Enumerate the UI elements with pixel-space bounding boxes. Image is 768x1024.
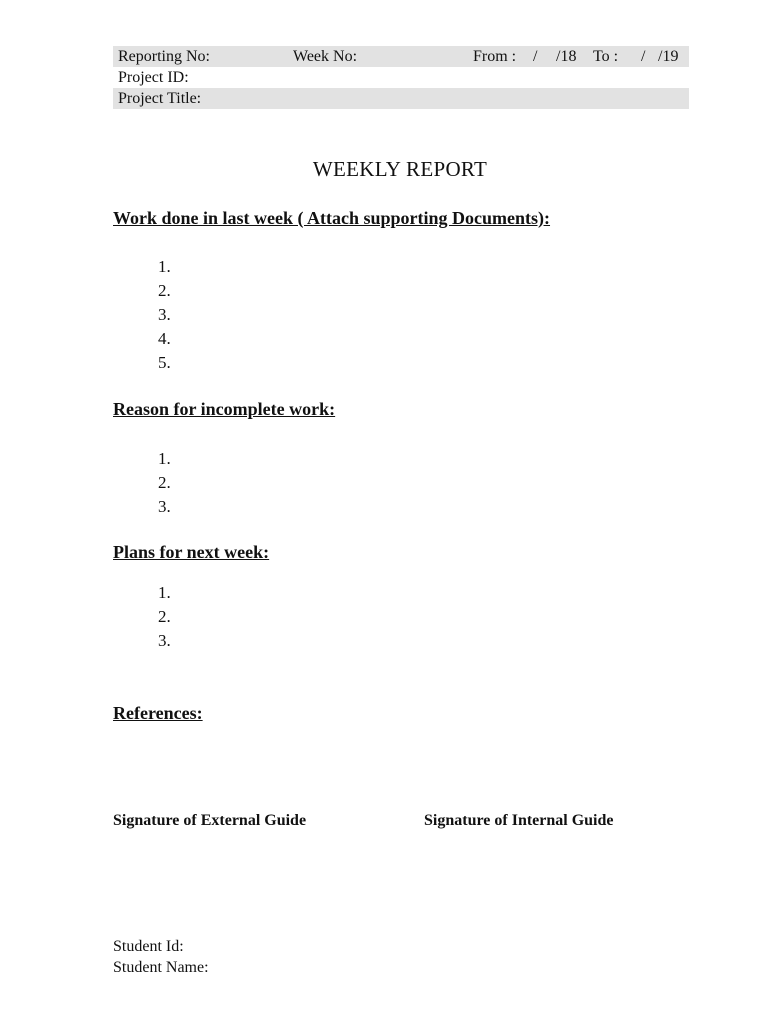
incomplete-work-list xyxy=(158,447,171,519)
list-item: 3. xyxy=(158,305,171,324)
header-row-project-title xyxy=(113,88,689,109)
from-year: /18 xyxy=(556,48,577,65)
student-name-label: Student Name: xyxy=(113,959,209,976)
list-item: 5. xyxy=(158,353,171,372)
list-item: 2. xyxy=(158,473,171,492)
list-item: 2. xyxy=(158,281,171,300)
incomplete-work-heading: Reason for incomplete work: xyxy=(113,399,336,419)
reporting-no-label: Reporting No: xyxy=(118,48,210,65)
list-item: 3. xyxy=(158,631,171,650)
plans-heading: Plans for next week: xyxy=(113,542,270,562)
work-done-list xyxy=(158,255,171,375)
plans-list xyxy=(158,581,171,653)
to-year: /19 xyxy=(658,48,679,65)
student-id-label: Student Id: xyxy=(113,938,184,955)
external-guide-signature-label: Signature of External Guide xyxy=(113,812,307,829)
list-item: 4. xyxy=(158,329,171,348)
header-row-project-id xyxy=(113,67,689,88)
list-item: 2. xyxy=(158,607,171,626)
list-item: 1. xyxy=(158,583,171,602)
page-title: WEEKLY REPORT xyxy=(312,157,488,181)
project-id-label: Project ID: xyxy=(118,69,189,86)
week-no-label: Week No: xyxy=(293,48,358,65)
to-label: To : xyxy=(593,48,619,65)
internal-guide-signature-label: Signature of Internal Guide xyxy=(424,812,614,829)
references-heading: References: xyxy=(113,703,203,723)
project-title-label: Project Title: xyxy=(118,90,202,107)
work-done-heading: Work done in last week ( Attach supporting Documents): xyxy=(113,208,551,228)
list-item: 1. xyxy=(158,449,171,468)
from-label: From : xyxy=(473,48,517,65)
to-date-slash: / xyxy=(641,48,646,65)
header-row-reporting xyxy=(113,46,689,67)
report-header-table xyxy=(113,46,689,109)
list-item: 3. xyxy=(158,497,171,516)
list-item: 1. xyxy=(158,257,171,276)
from-date-slash: / xyxy=(533,48,538,65)
